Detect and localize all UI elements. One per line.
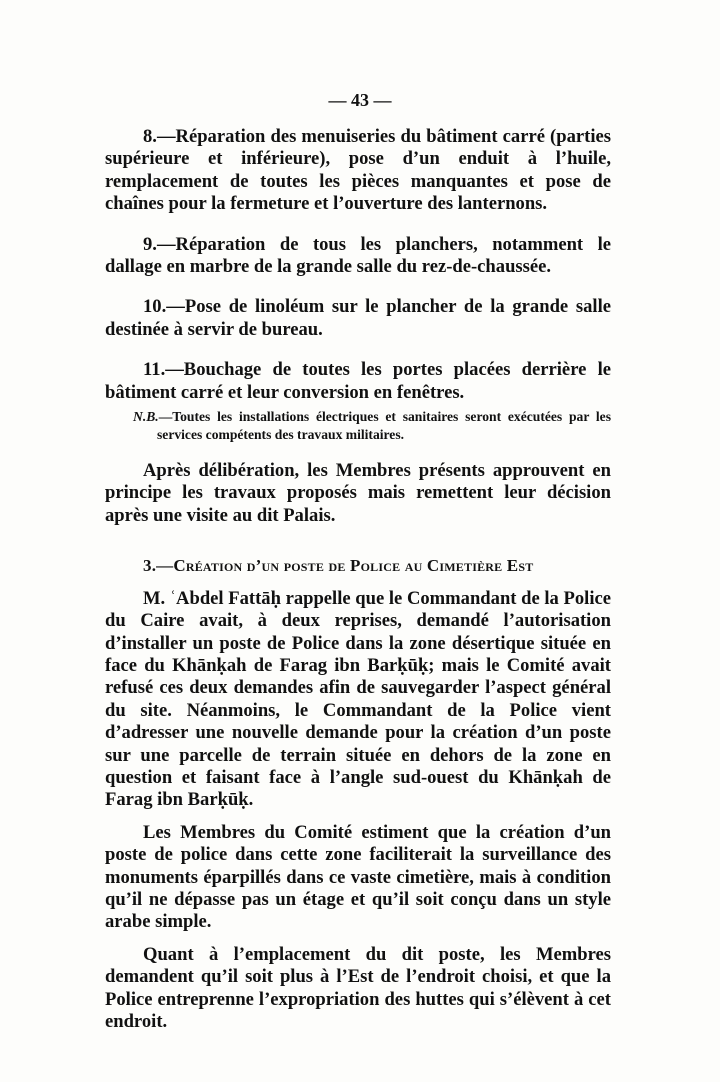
item-9: 9.—Réparation de tous les planchers, notamment le dallage en marbre de la grande salle du rez-de-chaussée. (105, 233, 611, 278)
nb-label: N.B. (133, 409, 159, 425)
paragraph-comite: Les Membres du Comité estiment que la création d’un poste de police dans cette zone faciliterait la surveillance des monuments éparpillés dans ce vaste cimetière, mais à condition qu’il ne dépasse pas un étage et qu’il soit conçu dans un style arabe simple. (105, 821, 611, 933)
text-column (105, 126, 611, 1033)
section-heading: 3.—Création d’un poste de Police au Cimetière Est (143, 556, 534, 576)
nb-text: —Toutes les installations électriques et sanitaires seront exécutées par les services compétents des travaux militaires. (157, 409, 611, 443)
paragraph-emplacement: Quant à l’emplacement du dit poste, les Membres demandent qu’il soit plus à l’Est de l’endroit choisi, et que la Police entreprenne l’expropriation des huttes qui s’élèvent à cet endroit. (105, 943, 611, 1032)
item-10: 10.—Pose de linoléum sur le plancher de la grande salle destinée à servir de bureau. (105, 296, 611, 340)
decision-paragraph: Après délibération, les Membres présents approuvent en principe les travaux proposés mais remettent leur décision après une visite au dit Palais. (105, 460, 611, 526)
page-number: — 43 — (328, 90, 392, 110)
paragraph-fattah: M. ʿAbdel Fattāḥ rappelle que le Commandant de la Police du Caire avait, à deux reprises, demandé l’autorisation d’installer un poste de Police dans la zone désertique située en face du Khānḳah de Farag ibn Barḳūḳ; mais le Comité avait refusé ces deux demandes afin de sauvegarder l’aspect général du site. Néanmoins, le Commandant de la Police vient d’adresser une nouvelle demande pour la création d’un poste sur une parcelle de terrain située en dehors de la zone en question et faisant face à l’angle sud-ouest du Khānḳah de Farag ibn Barḳūḳ. (105, 587, 611, 811)
nb-note (105, 408, 611, 444)
item-8: 8.—Réparation des menuiseries du bâtiment carré (parties supérieure et inférieure), pose d’un enduit à l’huile, remplacement de toutes les pièces manquantes et pose de chaînes pour la fermeture et l’ouverture des lanternons. (105, 126, 611, 215)
item-11: 11.—Bouchage de toutes les portes placées derrière le bâtiment carré et leur conversion en fenêtres. (105, 359, 611, 403)
